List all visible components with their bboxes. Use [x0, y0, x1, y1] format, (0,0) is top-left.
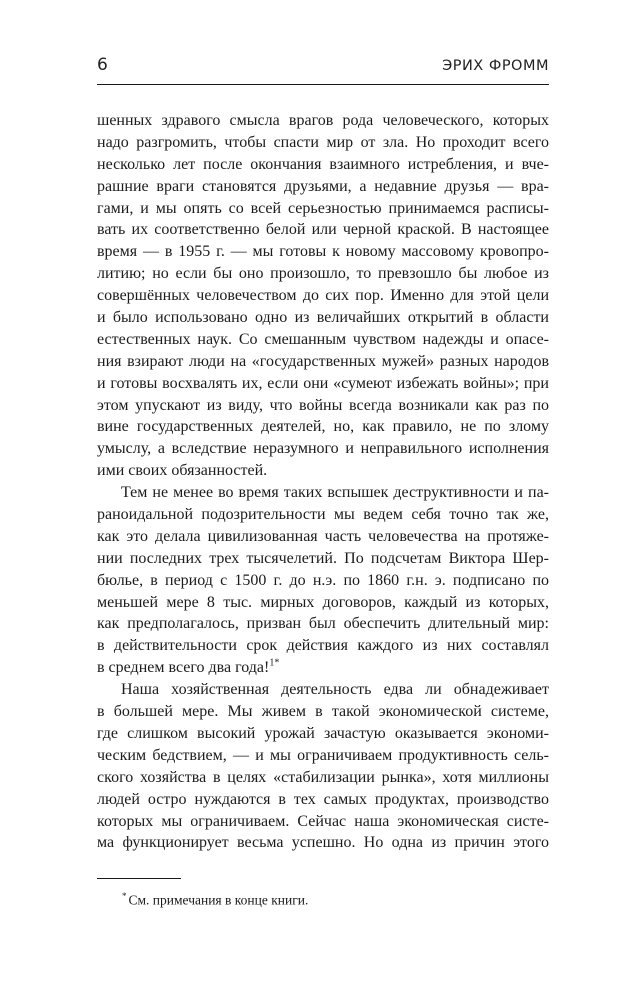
text-line: вине государственных деятелей, но, как правило, не по злому: [97, 418, 549, 436]
text-line: Тем не менее во время таких вспышек деструктивности и па-: [121, 484, 549, 502]
page-body: [97, 110, 549, 854]
text-line: этом упускают из виду, что войны всегда возникали как раз по: [97, 396, 549, 414]
page-header: [97, 55, 549, 85]
text-line: и готовы восхвалять их, если они «сумеют избежать войны»; при: [97, 374, 549, 392]
page-number: 6: [97, 55, 108, 75]
text-line: шенных здравого смысла врагов рода человеческого, которых: [97, 112, 549, 129]
text-line: рашние враги становятся друзьями, а недавние друзья — вра-: [97, 177, 549, 195]
text-line: которых мы ограничиваем. Сейчас наша экономическая систе-: [97, 812, 549, 830]
footnote-marker: *: [122, 891, 127, 901]
footnote-area: [97, 878, 549, 910]
text-line: ского хозяйства в целях «стабилизации рынка», хотя миллионы: [97, 768, 549, 786]
paragraph: [97, 482, 549, 679]
text-line: как это делала цивилизованная часть человечества на протяже-: [97, 527, 549, 545]
footnote-text: См. примечания в конце книги.: [128, 892, 309, 908]
text-line: и было использовано одно из величайших открытий в области: [97, 309, 549, 327]
text-line: гами, и мы опять со всей серьезностью принимаемся расписы-: [97, 199, 549, 217]
text-line: вать их соответственно белой или черной краской. В настоящее: [97, 221, 549, 239]
text-line: раноидальной подозрительности мы ведем себя точно так же,: [97, 506, 549, 524]
text-line: Наша хозяйственная деятельность едва ли обнадеживает: [121, 681, 549, 699]
text-line: ческим бедствием, — и мы ограничиваем продуктивность сель-: [97, 746, 549, 764]
text-line: как предполагалось, призван был обеспечить длительный мир:: [97, 615, 549, 633]
text-line: в действительности срок действия каждого из них составлял: [97, 637, 549, 655]
text-line: умыслу, а вследствие неразумного и неправильного исполнения: [97, 440, 549, 458]
text-line: несколько лет после окончания взаимного истребления, и вче-: [97, 155, 549, 173]
text-line: ния взирают люди на «государственных мужей» разных народов: [97, 352, 549, 370]
text-line: ма функционирует весьма успешно. Но одна из причин этого: [97, 834, 549, 852]
text-line: надо разгромить, чтобы спасти мир от зла. Но проходит всего: [97, 133, 549, 151]
text-line-text: в среднем всего два года!: [97, 659, 270, 677]
text-line: людей остро нуждаются в тех самых продуктах, производство: [97, 790, 549, 808]
paragraph: [97, 679, 549, 854]
text-line: бюлье, в период с 1500 г. до н.э. по 1860 г.н. э. подписано по: [97, 571, 549, 589]
paragraph: [97, 110, 549, 482]
text-line: ими своих обязанностей.: [97, 462, 268, 480]
text-line: в большей мере. Мы живем в такой экономической системе,: [97, 703, 549, 721]
text-line: совершённых человечеством до сих пор. Именно для этой цели: [97, 287, 549, 305]
text-line: нии последних трех тысячелетий. По подсчетам Виктора Шер-: [97, 549, 549, 567]
text-line: [97, 657, 549, 679]
footnote-reference: 1*: [269, 657, 280, 669]
text-line: время — в 1955 г. — мы готовы к новому массовому кровопро-: [97, 243, 549, 261]
text-line: естественных наук. Со смешанным чувством надежды и опасе-: [97, 330, 549, 348]
running-title: ЭРИХ ФРОММ: [442, 58, 549, 74]
page-content: [97, 55, 549, 854]
footnote: [97, 887, 549, 910]
text-line: меньшей мере 8 тыс. мирных договоров, каждый из которых,: [97, 593, 549, 611]
footnote-rule: [97, 878, 181, 879]
text-line: где слишком высокий урожай зачастую оказывается экономи-: [97, 724, 549, 742]
text-line: литию; но если бы оно произошло, то превзошло бы любое из: [97, 265, 549, 283]
